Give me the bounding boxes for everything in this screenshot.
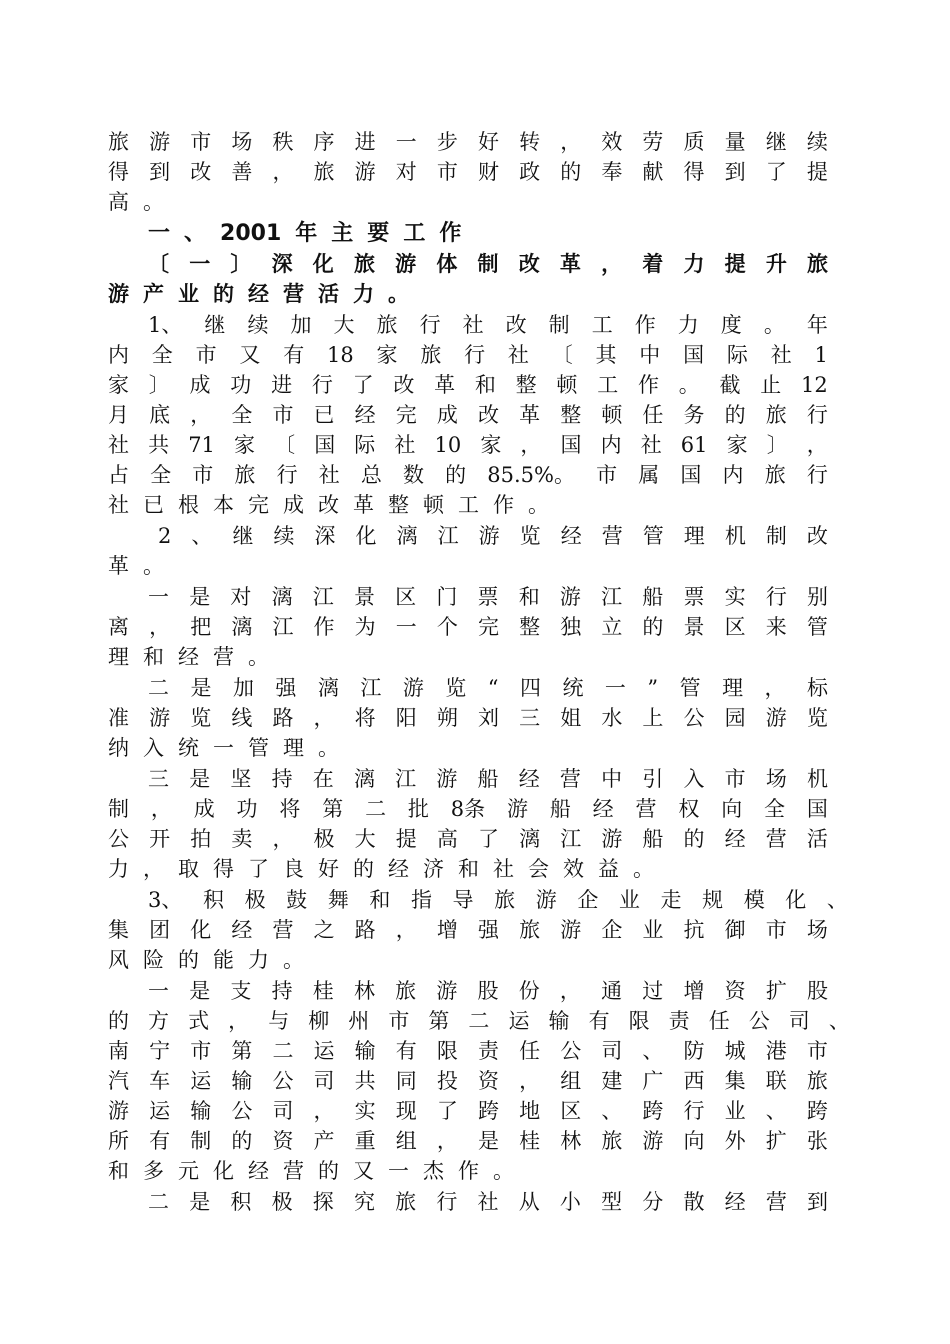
text-line: 游 运 输 公 司 ， 实 现 了 跨 地 区 、 跨 行 业 、 跨 [108, 1099, 828, 1123]
text-line: 得 到 改 善 ， 旅 游 对 市 财 政 的 奉 献 得 到 了 提 [108, 160, 828, 184]
text-line: 1、 继 续 加 大 旅 行 社 改 制 工 作 力 度 。 年 [148, 313, 828, 337]
text-line: 离 ， 把 漓 江 作 为 一 个 完 整 独 立 的 景 区 来 管 [108, 615, 828, 639]
text-line: 社 共 71 家 〔 国 际 社 10 家 ， 国 内 社 61 家 〕 ， [108, 433, 828, 457]
text-line: 一 是 支 持 桂 林 旅 游 股 份 ， 通 过 增 资 扩 股 [148, 979, 828, 1003]
text-line: 三 是 坚 持 在 漓 江 游 船 经 营 中 引 入 市 场 机 [148, 767, 828, 791]
text-line: 集 团 化 经 营 之 路 ， 增 强 旅 游 企 业 抗 御 市 场 [108, 918, 828, 942]
text-line: 二 是 加 强 漓 江 游 览 “ 四 统 一 ” 管 理 ， 标 [148, 676, 828, 700]
text-line: 的 方 式 ， 与 柳 州 市 第 二 运 输 有 限 责 任 公 司 、 [108, 1009, 850, 1033]
text-line: 3、 积 极 鼓 舞 和 指 导 旅 游 企 业 走 规 模 化 、 [148, 888, 848, 912]
text-line: 旅 游 市 场 秩 序 进 一 步 好 转 ， 效 劳 质 量 继 续 [108, 130, 828, 154]
text-line: 高 。 [108, 190, 164, 214]
text-line: 汽 车 运 输 公 司 共 同 投 资 ， 组 建 广 西 集 联 旅 [108, 1069, 828, 1093]
text-line: 所 有 制 的 资 产 重 组 ， 是 桂 林 旅 游 向 外 扩 张 [108, 1129, 828, 1153]
text-line: 二 是 积 极 探 究 旅 行 社 从 小 型 分 散 经 营 到 [148, 1190, 828, 1214]
text-line: 内 全 市 又 有 18 家 旅 行 社 〔 其 中 国 际 社 1 [108, 343, 828, 367]
text-line: 力 ， 取 得 了 良 好 的 经 济 和 社 会 效 益 。 [108, 857, 654, 881]
section-heading: 一 、 2001 年 主 要 工 作 [148, 221, 462, 246]
text-line: 月 底 ， 全 市 已 经 完 成 改 革 整 顿 任 务 的 旅 行 [108, 403, 828, 427]
text-line: 革 。 [108, 554, 164, 578]
subsection-heading: 〔 一 〕 深 化 旅 游 体 制 改 革 ， 着 力 提 升 旅 [148, 252, 828, 276]
text-line: 占 全 市 旅 行 社 总 数 的 85.5%。 市 属 国 内 旅 行 [108, 463, 828, 487]
text-line: 理 和 经 营 。 [108, 645, 269, 669]
text-line: 家 〕 成 功 进 行 了 改 革 和 整 顿 工 作 。 截 止 12 [108, 373, 828, 397]
text-line: 制 ， 成 功 将 第 二 批 8条 游 船 经 营 权 向 全 国 [108, 797, 828, 821]
text-line: 纳 入 统 一 管 理 。 [108, 736, 339, 760]
text-line: 南 宁 市 第 二 运 输 有 限 责 任 公 司 、 防 城 港 市 [108, 1039, 828, 1063]
text-line: 风 险 的 能 力 。 [108, 948, 304, 972]
text-line: 和 多 元 化 经 营 的 又 一 杰 作 。 [108, 1159, 514, 1183]
text-line: 2 、 继 续 深 化 漓 江 游 览 经 营 管 理 机 制 改 [158, 524, 828, 548]
text-line: 准 游 览 线 路 ， 将 阳 朔 刘 三 姐 水 上 公 园 游 览 [108, 706, 828, 730]
subsection-heading: 游 产 业 的 经 营 活 力 。 [108, 282, 409, 306]
text-line: 社 已 根 本 完 成 改 革 整 顿 工 作 。 [108, 493, 549, 517]
text-line: 公 开 拍 卖 ， 极 大 提 高 了 漓 江 游 船 的 经 营 活 [108, 827, 828, 851]
text-line: 一 是 对 漓 江 景 区 门 票 和 游 江 船 票 实 行 别 [148, 585, 828, 609]
